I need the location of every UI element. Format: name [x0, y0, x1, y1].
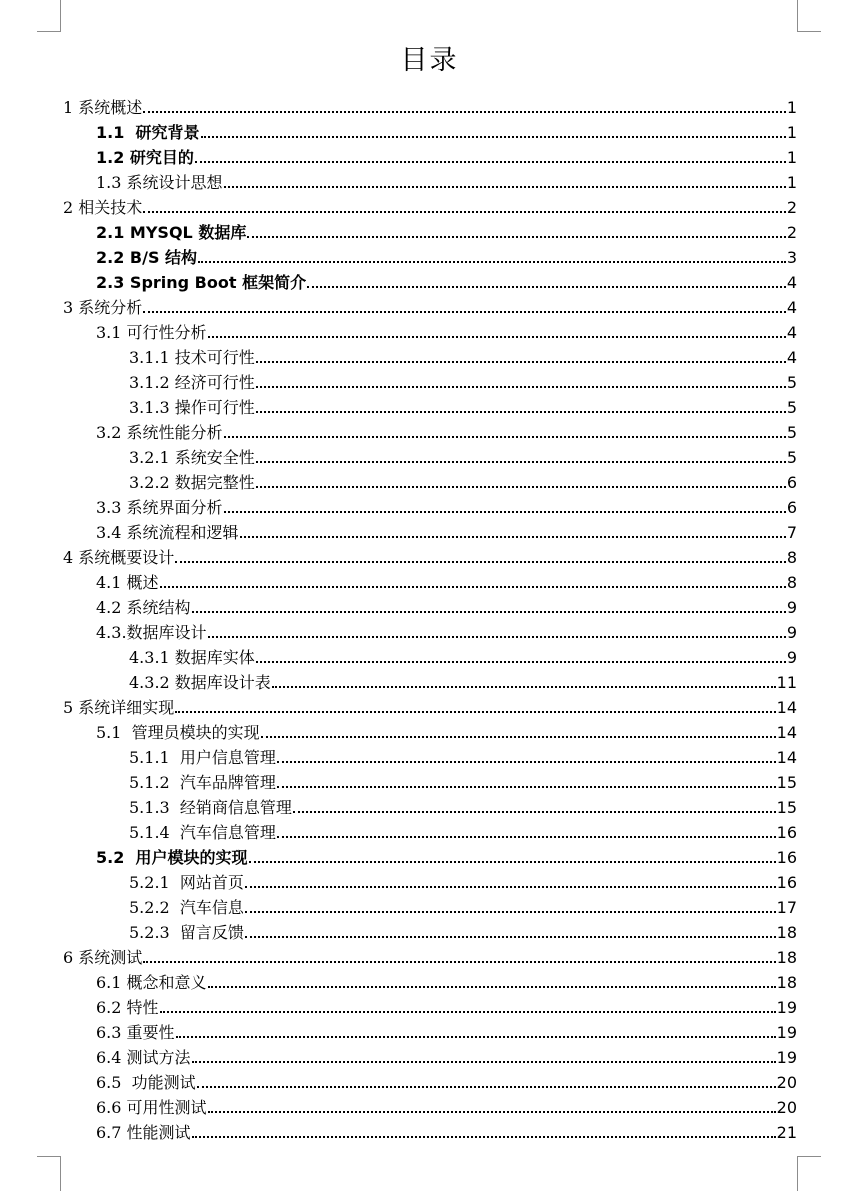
toc-entry[interactable] [63, 443, 797, 468]
toc-entry-page-number: 16 [776, 823, 797, 842]
toc-entry-title: 3.2 系统性能分析 [96, 423, 223, 442]
toc-entry-title: 2.2 B/S 结构 [96, 248, 198, 267]
toc-entry[interactable] [63, 468, 797, 493]
toc-entry-page-number: 16 [776, 848, 797, 867]
toc-entry-title: 2.3 Spring Boot 框架简介 [96, 273, 307, 292]
toc-entry[interactable] [63, 93, 797, 118]
crop-mark-bottom-right [797, 1156, 821, 1191]
toc-dot-leader [256, 411, 786, 413]
toc-entry-page-number: 1 [786, 173, 797, 192]
toc-dot-leader [247, 236, 785, 238]
toc-entry[interactable] [63, 193, 797, 218]
toc-entry[interactable] [63, 518, 797, 543]
toc-entry-title: 1.1 研究背景 [96, 123, 200, 142]
toc-entry-title: 5.1 管理员模块的实现 [96, 723, 260, 742]
toc-entry[interactable] [63, 943, 797, 968]
toc-dot-leader [208, 1111, 776, 1113]
toc-entry-page-number: 9 [786, 598, 797, 617]
toc-entry-title: 6 系统测试 [63, 948, 143, 967]
toc-entry[interactable] [63, 168, 797, 193]
toc-entry-page-number: 5 [786, 448, 797, 467]
toc-dot-leader [307, 286, 786, 288]
toc-dot-leader [143, 961, 775, 963]
toc-dot-leader [208, 336, 786, 338]
toc-entry[interactable] [63, 268, 797, 293]
toc-entry-page-number: 8 [786, 573, 797, 592]
toc-entry[interactable] [63, 368, 797, 393]
toc-entry-page-number: 4 [786, 273, 797, 292]
toc-entry-title: 6.4 测试方法 [96, 1048, 191, 1067]
toc-entry-page-number: 18 [776, 923, 797, 942]
toc-entry-title: 3.1.1 技术可行性 [129, 348, 255, 367]
toc-entry[interactable] [63, 643, 797, 668]
toc-entry-page-number: 9 [786, 648, 797, 667]
toc-entry[interactable] [63, 318, 797, 343]
toc-dot-leader [197, 1086, 776, 1088]
toc-entry-title: 1.3 系统设计思想 [96, 173, 223, 192]
toc-entry[interactable] [63, 1093, 797, 1118]
toc-entry-page-number: 17 [776, 898, 797, 917]
toc-dot-leader [208, 986, 776, 988]
toc-entry[interactable] [63, 418, 797, 443]
toc-entry-page-number: 6 [786, 473, 797, 492]
toc-dot-leader [192, 1136, 776, 1138]
toc-entry-title: 3.4 系统流程和逻辑 [96, 523, 239, 542]
toc-entry-title: 3.1 可行性分析 [96, 323, 207, 342]
crop-mark-top-left [37, 0, 61, 32]
toc-entry-page-number: 21 [776, 1123, 797, 1142]
toc-entry-page-number: 5 [786, 398, 797, 417]
toc-entry-page-number: 1 [786, 98, 797, 117]
page-title: 目录 [400, 45, 459, 76]
toc-entry[interactable] [63, 118, 797, 143]
toc-dot-leader [208, 636, 786, 638]
toc-dot-leader [249, 861, 776, 863]
toc-entry-title: 1.2 研究目的 [96, 148, 194, 167]
toc-entry[interactable] [63, 968, 797, 993]
toc-dot-leader [277, 761, 776, 763]
toc-entry-page-number: 3 [786, 248, 797, 267]
toc-entry[interactable] [63, 543, 797, 568]
toc-entry-title: 4.3.2 数据库设计表 [129, 673, 271, 692]
toc-entry-page-number: 16 [776, 873, 797, 892]
toc-dot-leader [277, 786, 776, 788]
toc-entry-page-number: 4 [786, 323, 797, 342]
toc-entry-title: 3.2.2 数据完整性 [129, 473, 255, 492]
toc-dot-leader [176, 1036, 776, 1038]
toc-entry-page-number: 6 [786, 498, 797, 517]
toc-entry-page-number: 18 [776, 948, 797, 967]
toc-entry-title: 5 系统详细实现 [63, 698, 175, 717]
toc-entry[interactable] [63, 868, 797, 893]
toc-dot-leader [160, 586, 786, 588]
toc-entry-title: 5.1.2 汽车品牌管理 [129, 773, 276, 792]
toc-dot-leader [256, 461, 786, 463]
toc-entry-title: 5.1.4 汽车信息管理 [129, 823, 276, 842]
toc-entry[interactable] [63, 843, 797, 868]
toc-dot-leader [256, 661, 786, 663]
crop-mark-bottom-left [37, 1156, 61, 1191]
toc-entry-title: 5.2.1 网站首页 [129, 873, 244, 892]
toc-entry-page-number: 18 [776, 973, 797, 992]
toc-entry-page-number: 15 [776, 798, 797, 817]
toc-entry[interactable] [63, 1068, 797, 1093]
toc-entry[interactable] [63, 568, 797, 593]
toc-entry[interactable] [63, 343, 797, 368]
toc-entry-title: 3.1.2 经济可行性 [129, 373, 255, 392]
toc-entry-page-number: 1 [786, 123, 797, 142]
toc-entry-title: 1 系统概述 [63, 98, 143, 117]
toc-entry-page-number: 4 [786, 298, 797, 317]
toc-entry-page-number: 19 [776, 1048, 797, 1067]
toc-dot-leader [256, 486, 786, 488]
toc-entry-title: 4.2 系统结构 [96, 598, 191, 617]
toc-entry-page-number: 19 [776, 998, 797, 1017]
toc-entry[interactable] [63, 918, 797, 943]
toc-dot-leader [195, 161, 786, 163]
toc-dot-leader [240, 536, 786, 538]
toc-entry-title: 4 系统概要设计 [63, 548, 175, 567]
toc-entry[interactable] [63, 743, 797, 768]
toc-dot-leader [272, 686, 776, 688]
toc-entry-title: 4.3.1 数据库实体 [129, 648, 255, 667]
toc-dot-leader [201, 136, 786, 138]
toc-entry-title: 5.2.2 汽车信息 [129, 898, 244, 917]
toc-entry-title: 6.6 可用性测试 [96, 1098, 207, 1117]
toc-entry-page-number: 4 [786, 348, 797, 367]
toc-dot-leader [175, 561, 786, 563]
table-of-contents [63, 93, 797, 1143]
toc-dot-leader [224, 186, 786, 188]
toc-dot-leader [224, 511, 786, 513]
toc-dot-leader [160, 1011, 776, 1013]
toc-entry-title: 3.3 系统界面分析 [96, 498, 223, 517]
toc-entry[interactable] [63, 693, 797, 718]
toc-entry-title: 5.2.3 留言反馈 [129, 923, 244, 942]
toc-entry-title: 5.1.3 经销商信息管理 [129, 798, 292, 817]
toc-entry[interactable] [63, 393, 797, 418]
toc-entry-title: 2.1 MYSQL 数据库 [96, 223, 247, 242]
toc-entry-page-number: 2 [786, 198, 797, 217]
toc-entry[interactable] [63, 1043, 797, 1068]
toc-entry-title: 4.1 概述 [96, 573, 159, 592]
toc-entry-title: 6.5 功能测试 [96, 1073, 196, 1092]
toc-entry-page-number: 8 [786, 548, 797, 567]
toc-entry[interactable] [63, 1018, 797, 1043]
toc-dot-leader [175, 711, 775, 713]
toc-entry[interactable] [63, 1118, 797, 1143]
toc-entry-page-number: 14 [776, 723, 797, 742]
toc-entry-page-number: 14 [776, 698, 797, 717]
toc-dot-leader [261, 736, 776, 738]
toc-entry-title: 4.3.数据库设计 [96, 623, 207, 642]
toc-entry[interactable] [63, 293, 797, 318]
toc-entry[interactable] [63, 768, 797, 793]
toc-entry[interactable] [63, 818, 797, 843]
toc-entry[interactable] [63, 218, 797, 243]
toc-entry-title: 3.2.1 系统安全性 [129, 448, 255, 467]
toc-entry[interactable] [63, 243, 797, 268]
toc-entry-title: 5.2 用户模块的实现 [96, 848, 248, 867]
toc-entry-title: 6.3 重要性 [96, 1023, 175, 1042]
toc-entry-title: 6.7 性能测试 [96, 1123, 191, 1142]
toc-entry[interactable] [63, 993, 797, 1018]
toc-entry[interactable] [63, 593, 797, 618]
toc-entry-page-number: 15 [776, 773, 797, 792]
toc-dot-leader [245, 911, 776, 913]
toc-dot-leader [293, 811, 776, 813]
toc-dot-leader [198, 261, 786, 263]
toc-entry[interactable] [63, 893, 797, 918]
toc-dot-leader [277, 836, 776, 838]
toc-entry-page-number: 20 [776, 1098, 797, 1117]
toc-dot-leader [245, 886, 776, 888]
toc-dot-leader [143, 211, 786, 213]
toc-dot-leader [192, 1061, 776, 1063]
toc-dot-leader [256, 386, 786, 388]
toc-entry-title: 6.1 概念和意义 [96, 973, 207, 992]
toc-entry-title: 3 系统分析 [63, 298, 143, 317]
toc-dot-leader [143, 311, 786, 313]
toc-entry-title: 3.1.3 操作可行性 [129, 398, 255, 417]
toc-entry-page-number: 7 [786, 523, 797, 542]
toc-entry-title: 5.1.1 用户信息管理 [129, 748, 276, 767]
toc-entry[interactable] [63, 718, 797, 743]
toc-entry-page-number: 11 [776, 673, 797, 692]
toc-dot-leader [245, 936, 776, 938]
toc-dot-leader [256, 361, 786, 363]
toc-entry-page-number: 5 [786, 373, 797, 392]
toc-entry-page-number: 14 [776, 748, 797, 767]
toc-entry[interactable] [63, 618, 797, 643]
toc-entry-page-number: 9 [786, 623, 797, 642]
toc-entry-page-number: 19 [776, 1023, 797, 1042]
toc-entry-title: 6.2 特性 [96, 998, 159, 1017]
toc-entry-page-number: 20 [776, 1073, 797, 1092]
toc-dot-leader [143, 111, 786, 113]
crop-mark-top-right [797, 0, 821, 32]
toc-entry-page-number: 1 [786, 148, 797, 167]
toc-entry-page-number: 2 [786, 223, 797, 242]
toc-entry[interactable] [63, 793, 797, 818]
toc-dot-leader [192, 611, 786, 613]
toc-dot-leader [224, 436, 786, 438]
toc-entry-title: 2 相关技术 [63, 198, 143, 217]
toc-entry[interactable] [63, 668, 797, 693]
toc-entry-page-number: 5 [786, 423, 797, 442]
toc-entry[interactable] [63, 143, 797, 168]
toc-entry[interactable] [63, 493, 797, 518]
